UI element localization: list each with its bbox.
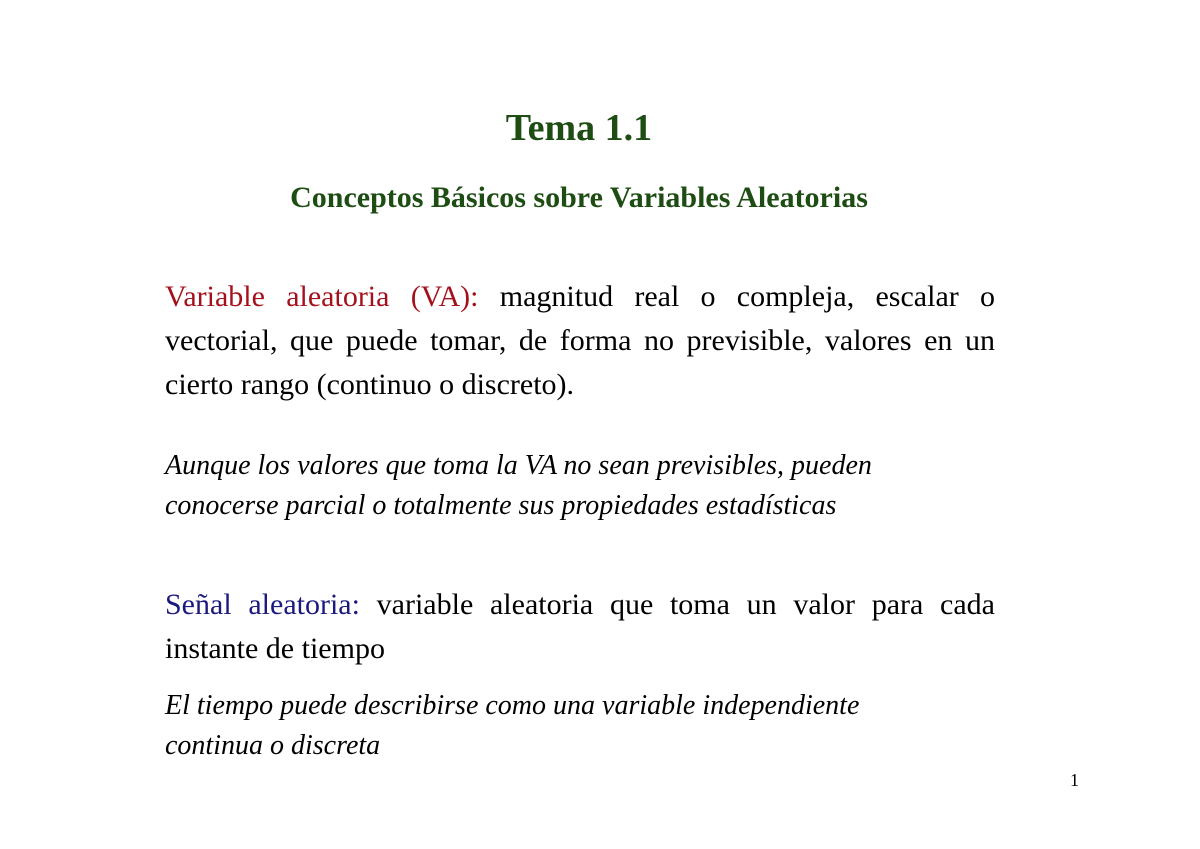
note-tiempo bbox=[165, 686, 995, 766]
definition-variable-aleatoria-text: magnitud real o compleja, escalar o vectorial, que puede tomar, de forma no previsible, valores en un cierto rango (continuo o discreto). bbox=[165, 280, 996, 401]
definition-senal-aleatoria bbox=[165, 583, 995, 671]
note-line: Aunque los valores que toma la VA no sean previsibles, pueden bbox=[165, 450, 872, 481]
note-line: conocerse parcial o totalmente sus propiedades estadísticas bbox=[165, 490, 837, 521]
note-propiedades-estadisticas bbox=[165, 446, 995, 526]
term-senal-aleatoria: Señal aleatoria: bbox=[165, 588, 360, 621]
term-variable-aleatoria: Variable aleatoria (VA): bbox=[165, 280, 479, 313]
slide-subtitle: Conceptos Básicos sobre Variables Aleatorias bbox=[290, 181, 868, 214]
note-line: El tiempo puede describirse como una variable independiente bbox=[165, 690, 860, 721]
definition-senal-aleatoria-text: variable aleatoria que toma un valor para cada instante de tiempo bbox=[165, 588, 995, 665]
slide-title: Tema 1.1 bbox=[505, 107, 653, 149]
page-number: 1 bbox=[1070, 770, 1079, 790]
note-line: continua o discreta bbox=[165, 730, 381, 761]
definition-variable-aleatoria bbox=[165, 275, 995, 407]
